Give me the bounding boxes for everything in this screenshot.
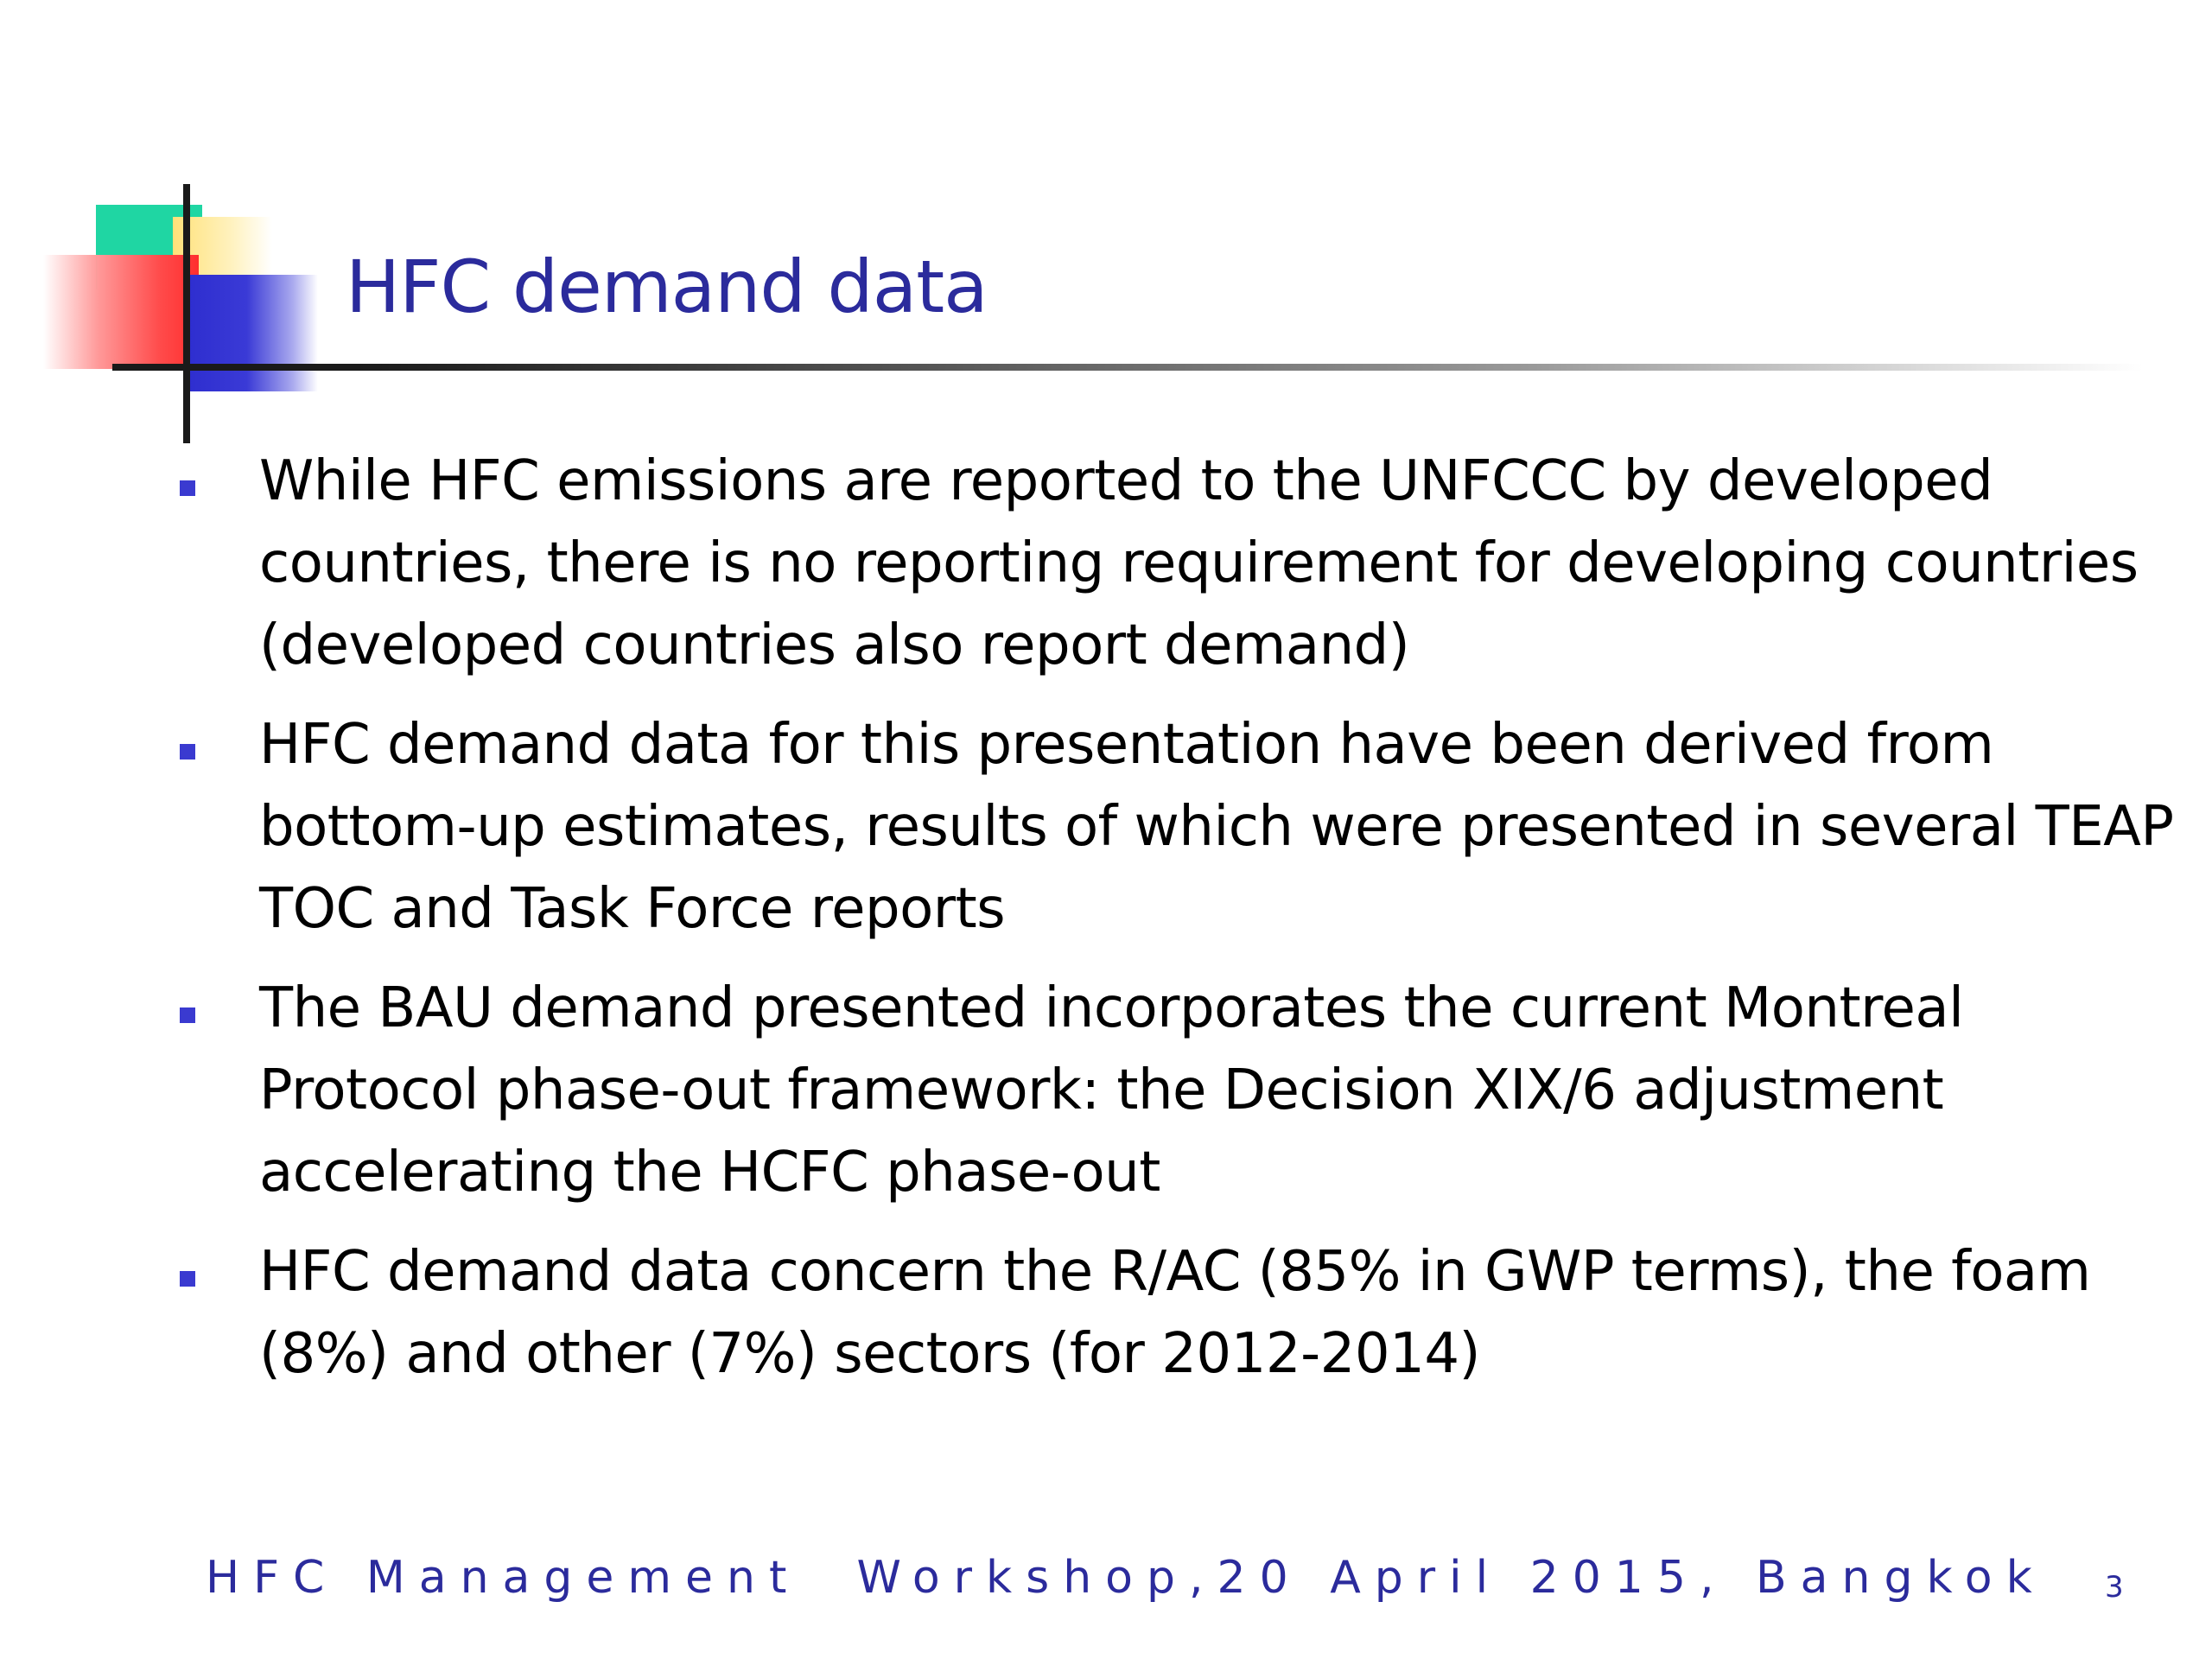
square-bullet-icon bbox=[180, 1007, 195, 1023]
slide-title: HFC demand data bbox=[346, 245, 988, 329]
bullet-list bbox=[173, 441, 2177, 1413]
bullet-text: HFC demand data concern the R/AC (85% in GWP terms), the foam (8%) and other (7%) sectors (for 2012-2014) bbox=[259, 1240, 2091, 1386]
page-number: 3 bbox=[2105, 1570, 2124, 1605]
logo-red-square bbox=[43, 255, 199, 369]
bullet-text: While HFC emissions are reported to the UNFCCC by developed countries, there is no reporting requirement for developing countries (developed countries also report demand) bbox=[259, 449, 2139, 677]
bullet-item bbox=[173, 1231, 2177, 1395]
title-underline bbox=[112, 364, 2143, 371]
square-bullet-icon bbox=[180, 480, 195, 496]
logo-blue-square bbox=[188, 275, 318, 391]
bullet-text: HFC demand data for this presentation have been derived from bottom-up estimates, results of which were presented in several TEAP TOC and Task Force reports bbox=[259, 713, 2174, 941]
square-bullet-icon bbox=[180, 1271, 195, 1287]
bullet-item bbox=[173, 968, 2177, 1214]
logo-vertical-line bbox=[183, 184, 190, 443]
bullet-item bbox=[173, 704, 2177, 950]
square-bullet-icon bbox=[180, 744, 195, 760]
slide-footer: HFC Management Workshop,20 April 2015, Bangkok bbox=[206, 1552, 2046, 1604]
bullet-item bbox=[173, 441, 2177, 687]
bullet-text: The BAU demand presented incorporates the current Montreal Protocol phase-out framework: the Decision XIX/6 adjustment accelerating the HCFC phase-out bbox=[259, 976, 1964, 1205]
